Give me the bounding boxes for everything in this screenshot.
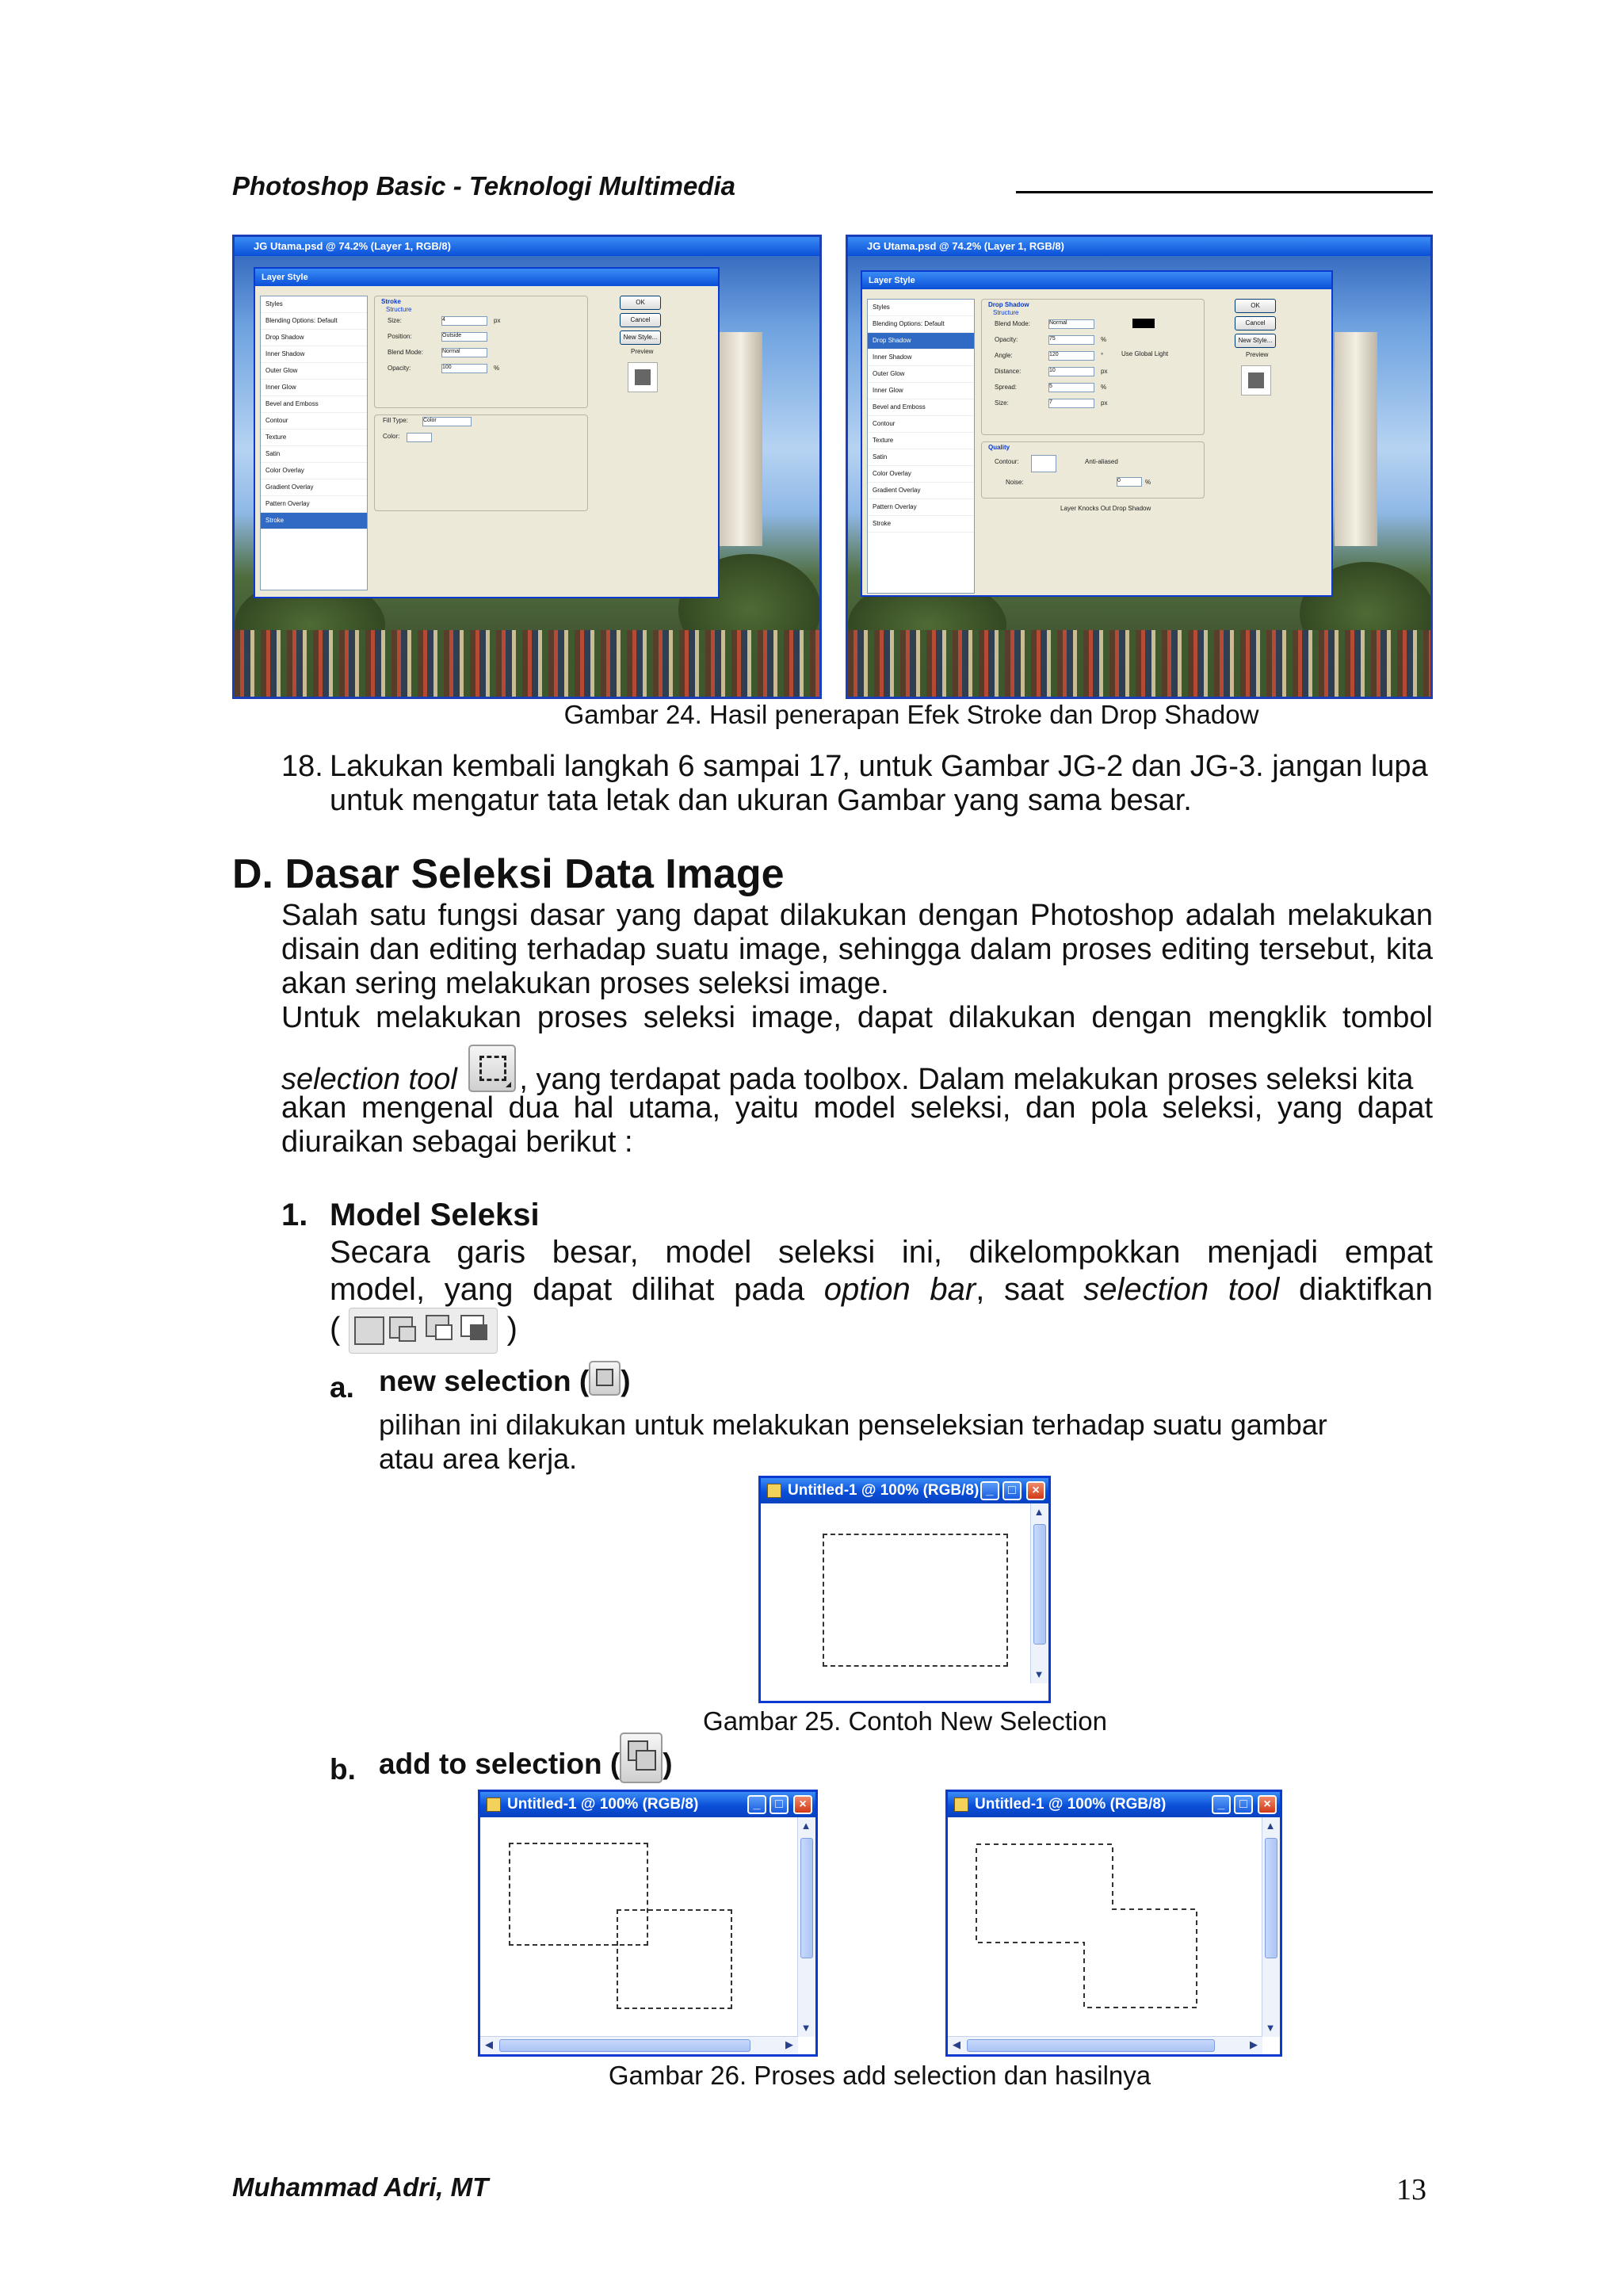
marquee-tool-icon [468, 1045, 516, 1092]
item-a-desc-line2: atau area kerja. [379, 1442, 578, 1475]
model-heading: Model Seleksi [330, 1198, 540, 1232]
merged-selection-marquee [948, 1817, 1265, 2039]
model-line2-a: model, yang dapat dilihat pada [330, 1272, 805, 1307]
sub-title: Structure [386, 306, 412, 313]
new-style-button[interactable]: New Style... [1235, 334, 1276, 348]
model-heading-number: 1. [281, 1198, 308, 1232]
intersect-selection-mode-icon[interactable] [460, 1315, 484, 1337]
field-value[interactable]: 5 [1048, 383, 1094, 392]
section-paragraph-2-line3: akan mengenal dua hal utama, yaitu model seleksi, dan pola seleksi, yang dapat [281, 1091, 1433, 1125]
second-selection-marquee [617, 1909, 732, 2009]
scroll-up-icon[interactable]: ▲ [800, 1820, 812, 1832]
style-item[interactable]: Inner Glow [868, 383, 974, 399]
style-item[interactable]: Styles [261, 296, 367, 313]
maximize-icon[interactable]: □ [1234, 1795, 1253, 1814]
figure24-left-screenshot [232, 235, 822, 699]
field-label: Distance: [995, 368, 1022, 375]
item-a-title-text: new selection ( [379, 1365, 590, 1397]
scroll-thumb[interactable] [1265, 1838, 1277, 1958]
noise-label: Noise: [1006, 479, 1024, 486]
style-item[interactable]: Bevel and Emboss [868, 399, 974, 416]
new-style-button[interactable]: New Style... [620, 330, 661, 345]
section-paragraph-2-line1: Untuk melakukan proses seleksi image, dapat dilakukan dengan mengklik tombol [281, 1001, 1433, 1034]
field-unit: px [1101, 368, 1108, 375]
crowd [235, 630, 819, 697]
minimize-icon[interactable]: _ [980, 1481, 999, 1500]
quality-group [981, 441, 1205, 499]
step18-line1: Lakukan kembali langkah 6 sampai 17, untuk Gambar JG-2 dan JG-3. jangan lupa [330, 750, 1428, 783]
mode-icons-line [330, 1308, 517, 1354]
style-item[interactable]: Stroke [868, 516, 974, 533]
drop-shadow-group [981, 299, 1205, 435]
selection-tool-rest: , yang terdapat pada toolbox. Dalam melakukan proses seleksi kita [519, 1063, 1414, 1097]
field-unit: px [494, 317, 501, 324]
scroll-thumb[interactable] [967, 2039, 1215, 2052]
crowd [848, 630, 1430, 697]
close-icon[interactable]: × [793, 1795, 812, 1814]
anti-aliased-checkbox[interactable]: Anti-aliased [1085, 458, 1118, 465]
style-item[interactable]: Inner Shadow [261, 346, 367, 363]
field-value[interactable]: Normal [1048, 319, 1094, 329]
page-number: 13 [1396, 2173, 1426, 2206]
field-unit: px [1101, 399, 1108, 407]
style-item[interactable]: Outer Glow [868, 366, 974, 383]
field-value[interactable]: 75 [1048, 335, 1094, 345]
contour-label: Contour: [995, 458, 1019, 465]
field-unit: % [494, 365, 500, 372]
item-b-title-text: add to selection ( [379, 1747, 621, 1780]
style-item[interactable]: Stroke [261, 513, 367, 529]
model-line2-c: , saat [976, 1272, 1064, 1307]
selection-modes-icon-group [349, 1308, 498, 1354]
window-title: Untitled-1 @ 100% (RGB/8) [480, 1792, 815, 1817]
fill-type-label: Fill Type: [383, 417, 408, 424]
style-item[interactable]: Inner Glow [261, 380, 367, 396]
scroll-up-icon[interactable]: ▲ [1033, 1506, 1044, 1518]
minimize-icon[interactable]: _ [1212, 1795, 1231, 1814]
field-value[interactable]: 120 [1048, 351, 1094, 361]
selection-tool-label: selection tool [281, 1063, 457, 1097]
clock-tower [1335, 332, 1377, 546]
field-label: Opacity: [388, 365, 411, 372]
ps-window-title: JG Utama.psd @ 74.2% (Layer 1, RGB/8) [235, 237, 819, 256]
field-value[interactable]: 10 [1048, 367, 1094, 376]
field-label: Position: [388, 333, 412, 340]
header-rule [1016, 191, 1433, 193]
subtract-selection-mode-icon[interactable] [426, 1315, 449, 1337]
new-selection-window [758, 1476, 1051, 1703]
dialog-title: Layer Style [862, 272, 1331, 289]
add-selection-mode-icon[interactable] [389, 1316, 413, 1339]
selection-tool-text: selection tool [1083, 1272, 1280, 1307]
maximize-icon[interactable]: □ [769, 1795, 789, 1814]
field-label: Blend Mode: [995, 320, 1030, 327]
figure26-caption: Gambar 26. Proses add selection dan hasilnya [608, 2061, 1151, 2090]
style-item[interactable]: Drop Shadow [261, 330, 367, 346]
horizontal-scrollbar[interactable] [480, 2036, 798, 2054]
item-a-close: ) [621, 1365, 631, 1397]
preview-checkbox[interactable]: Preview [1246, 351, 1269, 358]
field-value[interactable]: 4 [441, 316, 487, 326]
section-paragraph-2-line4: diuraikan sebagai berikut : [281, 1125, 633, 1159]
scroll-right-icon[interactable]: ▶ [1250, 2038, 1258, 2050]
ok-button[interactable]: OK [1235, 299, 1276, 313]
style-item[interactable]: Drop Shadow [868, 333, 974, 350]
app-icon [767, 1484, 781, 1498]
step-number: 18. [281, 750, 323, 783]
field-label: Blend Mode: [388, 349, 423, 356]
field-value[interactable]: 7 [1048, 399, 1094, 408]
figure25-caption: Gambar 25. Contoh New Selection [703, 1706, 1107, 1736]
color-swatch[interactable] [407, 433, 432, 442]
item-b-title [379, 1740, 673, 1791]
sub-title: Structure [993, 309, 1019, 316]
style-item[interactable]: Texture [261, 430, 367, 446]
section-paragraph-1: Salah satu fungsi dasar yang dapat dilakukan dengan Photoshop adalah melakukan disain dan editing terhadap suatu image, sehingga dalam proses editing tersebut, kita akan sering melakukan proses seleksi image. [281, 899, 1433, 1000]
field-value[interactable]: Outside [441, 332, 487, 342]
noise-input[interactable]: 0 [1117, 477, 1142, 487]
scroll-thumb[interactable] [499, 2039, 750, 2052]
black-color-swatch[interactable] [1132, 319, 1155, 328]
scroll-thumb[interactable] [800, 1838, 813, 1958]
field-unit: ° [1101, 352, 1104, 359]
ok-button[interactable]: OK [620, 296, 661, 310]
model-line1: Secara garis besar, model seleksi ini, dikelompokkan menjadi empat [330, 1235, 1433, 1270]
field-label: Size: [388, 317, 402, 324]
use-global-light-checkbox[interactable]: Use Global Light [1121, 350, 1169, 357]
field-label: Angle: [995, 352, 1013, 359]
scroll-left-icon[interactable]: ◀ [953, 2038, 960, 2050]
styles-list [867, 299, 975, 594]
scroll-down-icon[interactable]: ▼ [1033, 1668, 1044, 1680]
dialog-title: Layer Style [255, 269, 718, 286]
vertical-scrollbar[interactable] [797, 1817, 815, 2037]
style-item[interactable]: Blending Options: Default [261, 313, 367, 330]
style-item[interactable]: Styles [868, 300, 974, 316]
add-selection-result-window [945, 1790, 1282, 2057]
field-value[interactable]: Normal [441, 348, 487, 357]
style-item[interactable]: Contour [868, 416, 974, 433]
style-item[interactable]: Gradient Overlay [261, 479, 367, 496]
style-item[interactable]: Gradient Overlay [868, 483, 974, 499]
item-b-close: ) [663, 1747, 673, 1780]
selection-marquee [823, 1534, 1008, 1667]
item-a-desc-line1: pilihan ini dilakukan untuk melakukan penseleksian terhadap suatu gambar [379, 1408, 1327, 1441]
style-item[interactable]: Color Overlay [868, 466, 974, 483]
ps-window-title: JG Utama.psd @ 74.2% (Layer 1, RGB/8) [848, 237, 1430, 256]
layer-style-dialog [254, 267, 720, 598]
field-label: Opacity: [995, 336, 1018, 343]
style-item[interactable]: Outer Glow [261, 363, 367, 380]
section-title: D. Dasar Seleksi Data Image [232, 851, 785, 897]
style-item[interactable]: Texture [868, 433, 974, 449]
app-icon [487, 1797, 501, 1812]
new-selection-icon [589, 1361, 621, 1396]
field-label: Size: [995, 399, 1009, 407]
app-icon [954, 1797, 968, 1812]
scroll-up-icon[interactable]: ▲ [1265, 1820, 1276, 1832]
model-line2-e: diaktifkan [1298, 1272, 1433, 1307]
fill-type-select[interactable]: Color [422, 417, 472, 426]
scroll-down-icon[interactable]: ▼ [1265, 2022, 1276, 2034]
clock-tower [720, 332, 762, 546]
running-header: Photoshop Basic - Teknologi Multimedia [232, 171, 735, 201]
close-icon[interactable]: × [1258, 1795, 1277, 1814]
field-unit: % [1101, 336, 1107, 343]
window-title: Untitled-1 @ 100% (RGB/8) [761, 1478, 1048, 1503]
model-line2 [330, 1273, 1433, 1307]
fill-type-group [374, 415, 588, 511]
open-paren: ( [330, 1311, 341, 1347]
close-icon[interactable]: × [1026, 1481, 1045, 1500]
preview-checkbox[interactable]: Preview [631, 348, 654, 355]
figure24-right-screenshot [846, 235, 1433, 699]
knockout-checkbox[interactable]: Layer Knocks Out Drop Shadow [1060, 505, 1151, 512]
style-item[interactable]: Inner Shadow [868, 350, 974, 366]
figure24-caption: Gambar 24. Hasil penerapan Efek Stroke dan Drop Shadow [563, 700, 1259, 729]
add-to-selection-icon [620, 1733, 663, 1783]
style-item[interactable]: Contour [261, 413, 367, 430]
style-item[interactable]: Satin [261, 446, 367, 463]
footer-author: Muhammad Adri, MT [232, 2172, 489, 2202]
maximize-icon[interactable]: □ [1002, 1481, 1022, 1500]
item-a-title [379, 1365, 631, 1400]
contour-picker[interactable] [1031, 455, 1056, 472]
style-item[interactable]: Pattern Overlay [868, 499, 974, 516]
field-label: Spread: [995, 384, 1018, 391]
scroll-left-icon[interactable]: ◀ [485, 2038, 493, 2050]
item-a-letter: a. [330, 1371, 354, 1404]
add-selection-process-window [478, 1790, 818, 2057]
step18-line2: untuk mengatur tata letak dan ukuran Gambar yang sama besar. [330, 784, 1192, 817]
vertical-scrollbar[interactable] [1262, 1817, 1280, 2037]
minimize-icon[interactable]: _ [747, 1795, 766, 1814]
field-unit: % [1101, 384, 1107, 391]
style-item[interactable]: Pattern Overlay [261, 496, 367, 513]
window-title: Untitled-1 @ 100% (RGB/8) [948, 1792, 1280, 1817]
preview-swatch [1241, 365, 1271, 395]
style-item[interactable]: Blending Options: Default [868, 316, 974, 333]
preview-swatch [628, 362, 658, 392]
quality-title: Quality [988, 444, 1010, 451]
item-b-letter: b. [330, 1753, 356, 1786]
group-title: Drop Shadow [988, 301, 1029, 308]
stroke-group [374, 296, 588, 408]
scroll-thumb[interactable] [1033, 1524, 1046, 1645]
cancel-button[interactable]: Cancel [1235, 316, 1276, 330]
field-value[interactable]: 100 [441, 364, 487, 373]
close-paren: ) [506, 1311, 517, 1347]
style-item[interactable]: Bevel and Emboss [261, 396, 367, 413]
cancel-button[interactable]: Cancel [620, 313, 661, 327]
group-title: Stroke [381, 298, 401, 305]
style-item[interactable]: Color Overlay [261, 463, 367, 479]
vertical-scrollbar[interactable] [1030, 1503, 1048, 1683]
style-item[interactable]: Satin [868, 449, 974, 466]
color-label: Color: [383, 433, 400, 440]
styles-list [260, 296, 368, 590]
option-bar-text: option bar [823, 1272, 976, 1307]
horizontal-scrollbar[interactable] [948, 2036, 1262, 2054]
layer-style-dialog [861, 270, 1333, 597]
scroll-down-icon[interactable]: ▼ [800, 2022, 812, 2034]
scroll-right-icon[interactable]: ▶ [785, 2038, 793, 2050]
noise-unit: % [1145, 479, 1151, 486]
new-selection-mode-icon[interactable] [354, 1316, 384, 1345]
